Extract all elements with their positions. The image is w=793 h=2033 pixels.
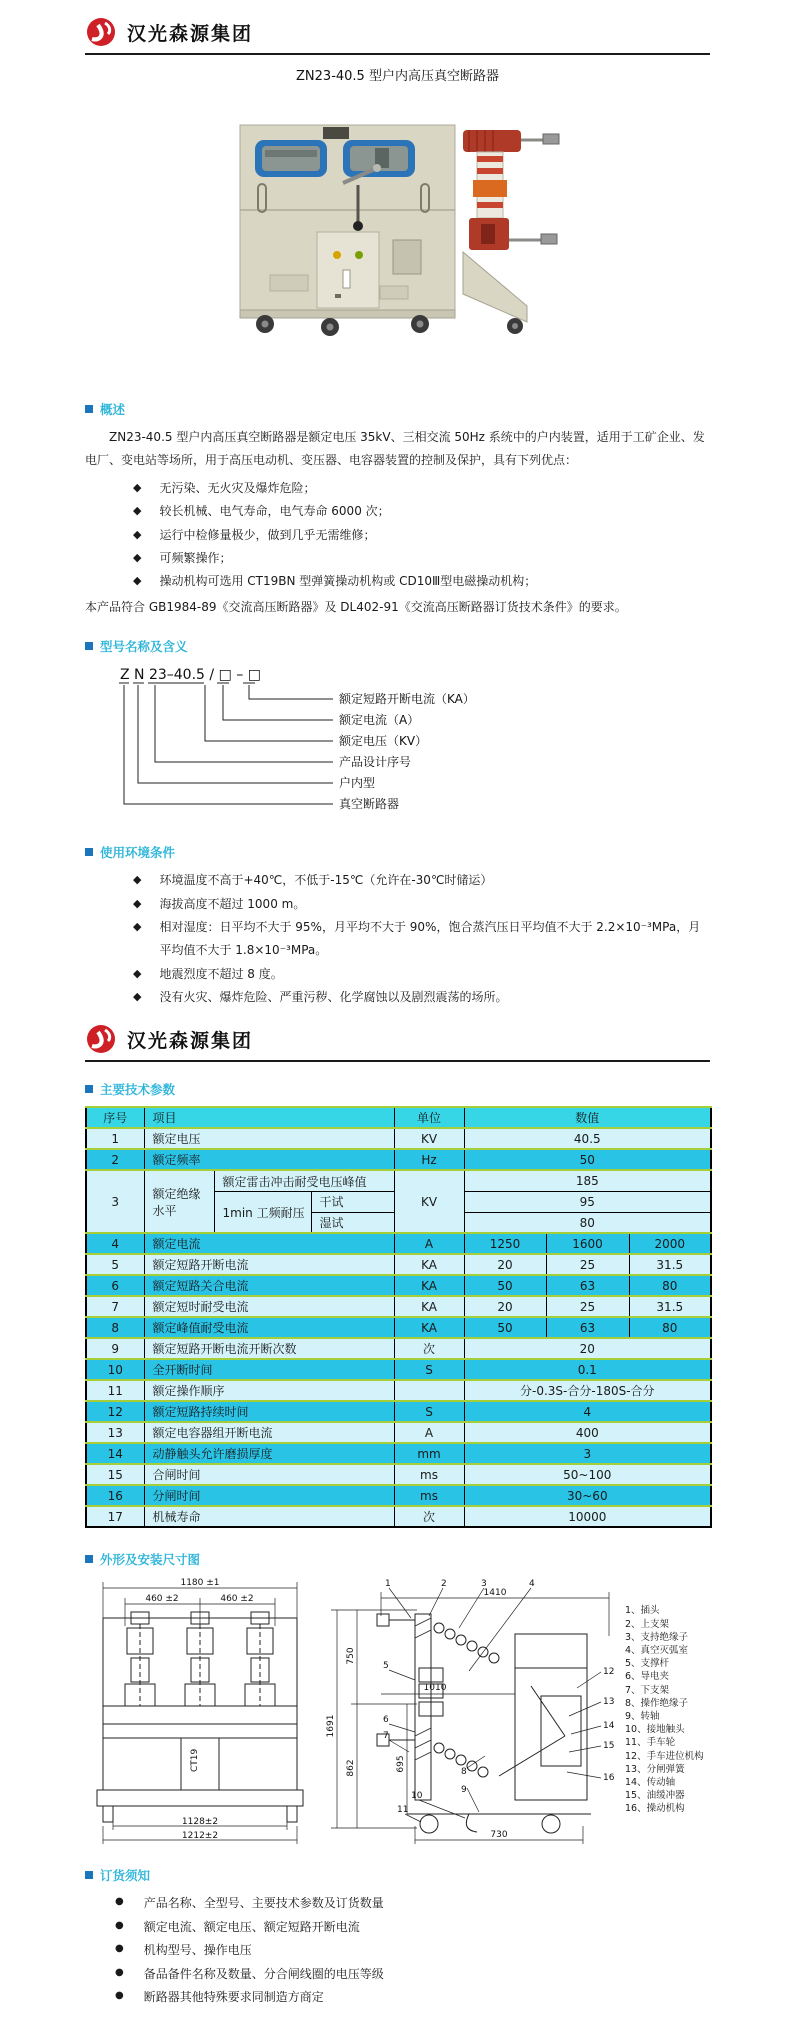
list-item: ◆ 没有火灾、爆炸危险、严重污秽、化学腐蚀以及剧烈震荡的场所。: [85, 986, 710, 1009]
cell: 额定频率: [144, 1149, 394, 1170]
cell: 185: [464, 1170, 711, 1191]
table-header-row: [86, 1107, 711, 1128]
cell: 8: [86, 1317, 144, 1338]
environment-bullet-list: [85, 869, 710, 1009]
cell: 31.5: [629, 1296, 711, 1317]
cell: 额定短路持续时间: [144, 1401, 394, 1422]
cell: 9: [86, 1338, 144, 1359]
callout: 12: [603, 1667, 615, 1678]
dim-upper-height: 750: [346, 1647, 356, 1666]
cell: 额定短时耐受电流: [144, 1296, 394, 1317]
callout: 16: [603, 1773, 615, 1784]
callout: 15: [603, 1741, 615, 1752]
list-item: ◆ 地震烈度不超过 8 度。: [85, 963, 710, 986]
list-item: ● 产品名称、全型号、主要技术参数及订货数量: [85, 1892, 710, 1915]
cell: mm: [394, 1443, 464, 1464]
list-item: ◆ 海拔高度不超过 1000 m。: [85, 893, 710, 916]
section-bullet-icon: [85, 1555, 93, 1563]
cell: 额定雷击冲击耐受电压峰值: [214, 1170, 394, 1191]
cell: ms: [394, 1485, 464, 1506]
cell: 50~100: [464, 1464, 711, 1485]
legend-item: 5、支撑杆: [625, 1658, 670, 1670]
cell: 50: [464, 1149, 711, 1170]
cell: 干试: [311, 1191, 394, 1212]
cell: KA: [394, 1317, 464, 1338]
table-row: [86, 1422, 711, 1443]
callout: 14: [603, 1721, 615, 1732]
section-bullet-icon: [85, 1085, 93, 1093]
cell: 单位: [394, 1107, 464, 1128]
dot-bullet-icon: ●: [115, 1919, 124, 1931]
table-row: [86, 1275, 711, 1296]
model-label: 额定短路开断电流（KA）: [339, 692, 475, 707]
cell: S: [394, 1401, 464, 1422]
table-row: [86, 1485, 711, 1506]
cell: 额定电流: [144, 1233, 394, 1254]
diamond-bullet-icon: ◆: [133, 919, 142, 933]
cell: KA: [394, 1275, 464, 1296]
parameters-table: [85, 1106, 712, 1528]
cell: 3: [464, 1443, 711, 1464]
section-overview-heading: 概述: [85, 400, 710, 418]
cell: 20: [464, 1254, 546, 1275]
legend-item: 11、手车轮: [625, 1737, 676, 1749]
legend-item: 1、插头: [625, 1605, 660, 1617]
cell: 机械寿命: [144, 1506, 394, 1527]
cell: 10000: [464, 1506, 711, 1527]
cell: 动静触头允许磨损厚度: [144, 1443, 394, 1464]
table-row: [86, 1233, 711, 1254]
cell: 7: [86, 1296, 144, 1317]
table-row: [86, 1359, 711, 1380]
callout: 13: [603, 1697, 615, 1708]
legend-item: 16、操动机构: [625, 1803, 685, 1815]
cell: 15: [86, 1464, 144, 1485]
cell: 1min 工频耐压: [214, 1191, 311, 1233]
section-bullet-icon: [85, 405, 93, 413]
list-item: ● 额定电流、额定电压、额定短路开断电流: [85, 1916, 710, 1939]
table-row: [86, 1338, 711, 1359]
dot-bullet-icon: ●: [115, 1896, 124, 1908]
cell: 额定短路关合电流: [144, 1275, 394, 1296]
overview-paragraph: ZN23-40.5 型户内高压真空断路器是额定电压 35kV、三相交流 50Hz 系统中的户内装置，适用于工矿企业、发电厂、变电站等场所，用于高压电动机、变压器、电容器装置的控制及保护，具有下列优点：: [85, 430, 705, 468]
cell: 50: [464, 1317, 546, 1338]
dot-bullet-icon: ●: [115, 1943, 124, 1955]
callout: 2: [441, 1579, 447, 1590]
model-label: 产品设计序号: [339, 755, 412, 770]
table-row: [86, 1506, 711, 1527]
cell: 25: [546, 1296, 629, 1317]
dim-depth: 1410: [483, 1588, 507, 1599]
cell: 17: [86, 1506, 144, 1527]
cell: 额定峰值耐受电流: [144, 1317, 394, 1338]
cell: 1250: [464, 1233, 546, 1254]
callout: 8: [461, 1767, 467, 1778]
cell: 2: [86, 1149, 144, 1170]
legend-item: 9、转轴: [625, 1710, 660, 1722]
cell: 20: [464, 1338, 711, 1359]
list-item: ◆ 可频繁操作；: [85, 547, 710, 570]
parts-legend: [625, 1576, 704, 1815]
model-label: 额定电压（KV）: [339, 734, 428, 749]
ordering-bullet-list: [85, 1892, 710, 2009]
product-photo: [85, 90, 710, 342]
dim-base-outer: 1212±2: [181, 1831, 219, 1842]
dim-total-height: 1691: [326, 1715, 336, 1738]
legend-item: 2、上支架: [625, 1618, 670, 1630]
cell: 合闸时间: [144, 1464, 394, 1485]
section-model-heading: 型号名称及含义: [85, 637, 710, 655]
cell: 额定电容器组开断电流: [144, 1422, 394, 1443]
cell: A: [394, 1422, 464, 1443]
dim-width: 1180 ±1: [180, 1578, 220, 1589]
dim-mid-height: 695: [396, 1755, 406, 1774]
dim-base-inner: 1128±2: [181, 1817, 219, 1828]
table-row: [86, 1401, 711, 1422]
cell: 80: [629, 1317, 711, 1338]
cell: 1600: [546, 1233, 629, 1254]
brand-logo-icon: [85, 1023, 117, 1055]
cell: [394, 1380, 464, 1401]
cell: 湿试: [311, 1212, 394, 1233]
cell: 分闸时间: [144, 1485, 394, 1506]
callout: 11: [397, 1805, 409, 1816]
diamond-bullet-icon: ◆: [133, 574, 142, 588]
callout: 3: [481, 1579, 487, 1590]
cell: 项目: [144, 1107, 394, 1128]
dim-lower-height: 862: [346, 1759, 356, 1778]
cell: 序号: [86, 1107, 144, 1128]
table-row: [86, 1380, 711, 1401]
cell: 25: [546, 1254, 629, 1275]
callout: 10: [411, 1791, 423, 1802]
brand-name: 汉光森源集团: [127, 1029, 254, 1052]
list-item: ● 备品备件名称及数量、分合闸线圈的电压等级: [85, 1963, 710, 1986]
dim-pole-spacing: 460 ±2: [145, 1594, 179, 1605]
legend-item: 4、真空灭弧室: [625, 1645, 689, 1657]
cell: 0.1: [464, 1359, 711, 1380]
list-item: ◆ 操动机构可选用 CT19BN 型弹簧操动机构或 CD10Ⅲ型电磁操动机构；: [85, 570, 710, 593]
cell: 3: [86, 1170, 144, 1233]
cell: A: [394, 1233, 464, 1254]
legend-item: 3、支持绝缘子: [625, 1631, 689, 1643]
list-item: ◆ 相对湿度：日平均不大于 95%，月平均不大于 90%，饱合蒸汽压日平均值不大于 2.2×10⁻³MPa，月平均值不大于 1.8×10⁻³MPa。: [85, 916, 710, 963]
product-photo-illustration: [225, 90, 570, 338]
cell: 12: [86, 1401, 144, 1422]
table-row: [86, 1296, 711, 1317]
cell: 63: [546, 1275, 629, 1296]
section-bullet-icon: [85, 848, 93, 856]
list-item: ◆ 较长机械、电气寿命，电气寿命 6000 次；: [85, 500, 710, 523]
table-row: [86, 1443, 711, 1464]
model-label: 真空断路器: [339, 797, 400, 812]
cell: S: [394, 1359, 464, 1380]
legend-item: 12、手车进位机构: [625, 1750, 704, 1762]
cell: 30~60: [464, 1485, 711, 1506]
diamond-bullet-icon: ◆: [133, 990, 142, 1004]
list-item: ● 机构型号、操作电压: [85, 1939, 710, 1962]
list-item: ◆ 运行中检修量极少，做到几乎无需维修；: [85, 524, 710, 547]
cell: ms: [394, 1464, 464, 1485]
cell: 31.5: [629, 1254, 711, 1275]
dimension-drawings: [85, 1576, 710, 1848]
table-row: [86, 1149, 711, 1170]
diamond-bullet-icon: ◆: [133, 504, 142, 518]
section-environment-heading: 使用环境条件: [85, 843, 710, 861]
table-row: [86, 1464, 711, 1485]
diamond-bullet-icon: ◆: [133, 480, 142, 494]
list-item: ◆ 无污染、无火灾及爆炸危险；: [85, 477, 710, 500]
cell: 4: [464, 1401, 711, 1422]
compliance-note: 本产品符合 GB1984-89《交流高压断路器》及 DL402-91《交流高压断路器订货技术条件》的要求。: [85, 599, 627, 614]
cell: 63: [546, 1317, 629, 1338]
legend-item: 10、接地触头: [625, 1724, 685, 1736]
diamond-bullet-icon: ◆: [133, 527, 142, 541]
cell: KA: [394, 1296, 464, 1317]
diamond-bullet-icon: ◆: [133, 550, 142, 564]
overview-bullet-list: [85, 477, 710, 594]
cell: 400: [464, 1422, 711, 1443]
table-row: [86, 1170, 711, 1191]
cell: 80: [629, 1275, 711, 1296]
mechanism-label: CT19: [190, 1749, 200, 1773]
callout: 5: [383, 1661, 389, 1672]
section-ordering-heading: 订货须知: [85, 1866, 710, 1884]
cell: KV: [394, 1170, 464, 1233]
cell: 2000: [629, 1233, 711, 1254]
cell: 4: [86, 1233, 144, 1254]
cell: 额定电压: [144, 1128, 394, 1149]
cell: 次: [394, 1506, 464, 1527]
cell: KV: [394, 1128, 464, 1149]
dim-inner-depth: 1010: [423, 1683, 447, 1694]
cell: Hz: [394, 1149, 464, 1170]
section-bullet-icon: [85, 1871, 93, 1879]
list-item: ● 断路器其他特殊要求同制造方商定: [85, 1986, 710, 2009]
model-label: 户内型: [339, 776, 376, 791]
cell: 额定短路开断电流开断次数: [144, 1338, 394, 1359]
cell: 额定操作顺序: [144, 1380, 394, 1401]
diamond-bullet-icon: ◆: [133, 966, 142, 980]
model-designation-diagram: [85, 663, 710, 821]
legend-item: 15、油缓冲器: [625, 1790, 685, 1802]
legend-item: 6、导电夹: [625, 1671, 670, 1683]
front-view-drawing: [85, 1576, 313, 1848]
list-item: ◆ 环境温度不高于+40℃，不低于-15℃（允许在-30℃时储运）: [85, 869, 710, 892]
callout: 4: [529, 1579, 535, 1590]
dot-bullet-icon: ●: [115, 1966, 124, 1978]
cell: 40.5: [464, 1128, 711, 1149]
cell: 5: [86, 1254, 144, 1275]
dim-base-depth: 730: [490, 1830, 508, 1841]
cell: 10: [86, 1359, 144, 1380]
table-row: [86, 1128, 711, 1149]
dim-pole-spacing: 460 ±2: [220, 1594, 254, 1605]
cell: 数值: [464, 1107, 711, 1128]
model-code: Z N 23–40.5 / □ – □: [120, 667, 261, 684]
legend-item: 7、下支架: [625, 1684, 670, 1696]
cell: 13: [86, 1422, 144, 1443]
cell: 6: [86, 1275, 144, 1296]
side-view-drawing: [319, 1576, 619, 1848]
brand-header: [85, 1023, 710, 1062]
cell: 分-0.3S-合分-180S-合分: [464, 1380, 711, 1401]
table-row: [86, 1254, 711, 1275]
callout: 1: [385, 1579, 391, 1590]
cell: 额定短路开断电流: [144, 1254, 394, 1275]
cell: 全开断时间: [144, 1359, 394, 1380]
model-label: 额定电流（A）: [339, 713, 420, 728]
callout: 6: [383, 1715, 389, 1726]
legend-item: 13、分闸弹簧: [625, 1763, 685, 1775]
table-row: [86, 1317, 711, 1338]
cell: 次: [394, 1338, 464, 1359]
section-drawings-heading: 外形及安装尺寸图: [85, 1550, 710, 1568]
section-bullet-icon: [85, 642, 93, 650]
cell: 80: [464, 1212, 711, 1233]
cell: 11: [86, 1380, 144, 1401]
cell: 50: [464, 1275, 546, 1296]
legend-item: 14、传动轴: [625, 1776, 676, 1788]
cell: 1: [86, 1128, 144, 1149]
callout: 7: [383, 1731, 389, 1742]
cell: 20: [464, 1296, 546, 1317]
brand-name: 汉光森源集团: [127, 22, 254, 45]
legend-item: 8、操作绝缘子: [625, 1697, 689, 1709]
cell: 95: [464, 1191, 711, 1212]
cell: KA: [394, 1254, 464, 1275]
dot-bullet-icon: ●: [115, 1990, 124, 2002]
page-title: ZN23-40.5 型户内高压真空断路器: [296, 69, 499, 84]
diamond-bullet-icon: ◆: [133, 873, 142, 887]
cell: 16: [86, 1485, 144, 1506]
brand-header: [85, 16, 710, 55]
cell: 14: [86, 1443, 144, 1464]
callout: 9: [461, 1785, 467, 1796]
section-parameters-heading: 主要技术参数: [85, 1080, 710, 1098]
brand-logo-icon: [85, 16, 117, 48]
cell: 额定绝缘水平: [144, 1170, 214, 1233]
diamond-bullet-icon: ◆: [133, 896, 142, 910]
